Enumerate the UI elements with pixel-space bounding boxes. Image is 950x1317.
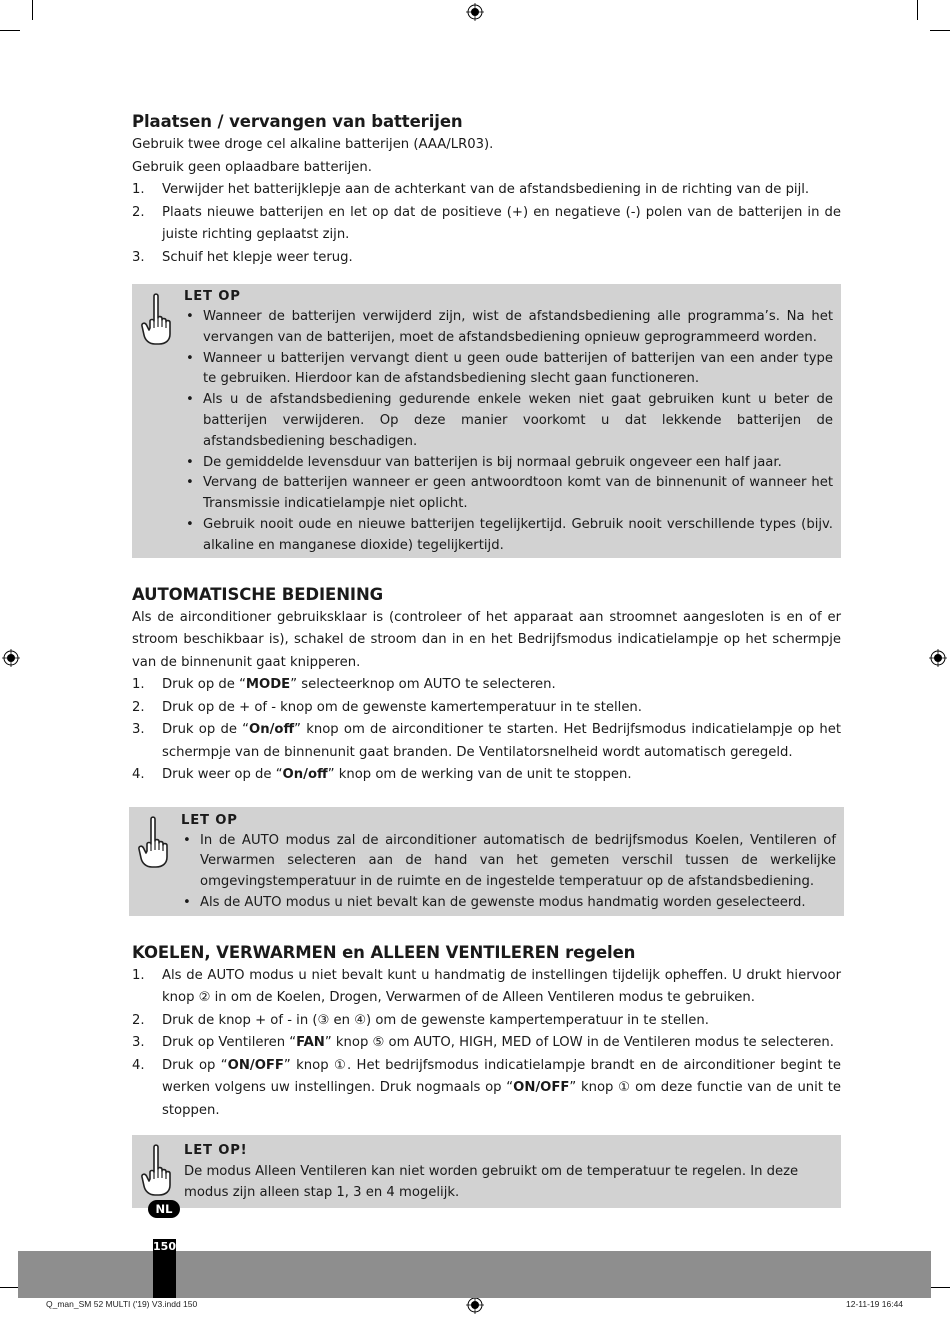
bullet-icon: • [186,475,194,491]
note-text: In de AUTO modus zal de airconditioner automatisch de bedrijfsmodus Koelen, Ventileren of Verwarmen selecteren aan de hand van het gemeten verschil tussen de werkelijke omgevingstemperatuur in de ruimte en de ingestelde temperatuur op de afstandsbediening. [200,832,836,890]
step-text: Verwijder het batterijklepje aan de achterkant van de afstandsbediening in de richting van de pijl. [162,182,810,197]
language-badge: NL [148,1200,180,1218]
step-number: 4. [132,1057,145,1073]
list-item [132,719,841,764]
button-label: MODE [245,677,291,693]
note-text: Als u de afstandsbediening gedurende enkele weken niet gaat gebruiken kunt u beter de batterijen verwijderen. Op deze manier voorkomt u dat lekkende batterijen de afstandsbediening beschadigen. [203,392,833,449]
note-text: Als de AUTO modus u niet bevalt kan de gewenste modus handmatig worden geselecteerd. [200,894,806,910]
step-text: Druk op de “ [162,677,246,693]
note-title: LET OP [181,812,238,828]
note-text: De gemiddelde levensduur van batterijen is bij normaal gebruik ongeveer een half jaar. [203,454,782,470]
step-list [132,179,841,269]
note-box [132,1135,841,1208]
registration-mark-icon [929,649,947,667]
note-text: Vervang de batterijen wanneer er geen antwoordtoon komt van de binnenunit of wanneer het Transmissie indicatielampje niet oplicht. [203,475,833,512]
list-item [132,965,841,1010]
note-list [181,831,836,914]
list-item [132,674,841,697]
pointing-hand-icon [139,1143,173,1197]
step-number: 3. [132,249,145,265]
registration-mark-icon [2,649,20,667]
button-label: On/off [249,722,295,738]
page-number: 150 [153,1240,176,1253]
step-number: 2. [132,1012,145,1028]
step-text: Druk op Ventileren “ [162,1035,297,1051]
note-text: Wanneer de batterijen verwijderd zijn, wist de afstandsbediening alle programma’s. Na het vervangen van de batterijen, moet de afstandsbediening opnieuw geprogrammeerd worden. [203,309,833,345]
step-text: ” knop ①. Het bedrijfsmodus indicatielampje brandt en de airconditioner begint te werken volgens uw instellingen. Druk nogmaals op “ [162,1057,841,1096]
crop-mark [32,0,33,20]
button-label: ON/OFF [227,1057,284,1073]
section-title: AUTOMATISCHE BEDIENING [132,584,384,604]
note-text: Wanneer u batterijen vervangt dient u geen oude batterijen of batterijen van een ander type te gebruiken. Hierdoor kan de afstandsbediening slecht gaan functioneren. [203,350,833,387]
section-auto-operation [132,585,841,916]
step-text: ” knop ⑤ om AUTO, HIGH, MED of LOW in de Ventileren modus te selecteren. [324,1035,834,1051]
note-box [132,284,841,558]
step-list [132,965,841,1123]
bullet-icon: • [183,832,191,848]
button-label: On/off [282,767,328,783]
bullet-icon: • [186,309,194,324]
step-number: 3. [132,1035,145,1051]
pointing-hand-icon [139,292,173,346]
step-number: 3. [132,722,145,738]
step-number: 1. [132,677,145,693]
list-item [181,831,836,893]
section-title: Plaatsen / vervangen van batterijen [132,112,463,131]
note-title: LET OP [184,289,241,304]
section-batteries [132,112,841,558]
step-number: 2. [132,204,145,220]
list-item [184,307,833,349]
note-list [184,307,833,557]
list-item [132,202,841,247]
bullet-icon: • [186,454,194,470]
list-item [132,1010,841,1033]
step-text: Druk de knop + of - in (③ en ④) om de gewenste kampertemperatuur in te stellen. [162,1012,709,1028]
bullet-icon: • [186,516,194,532]
list-item [132,764,841,787]
button-label: FAN [296,1035,325,1051]
note-text: De modus Alleen Ventileren kan niet worden gebruikt om de temperatuur te regelen. In deze modus zijn alleen stap 1, 3 en 4 mogelijk. [184,1164,799,1201]
list-item [181,893,836,914]
list-item [132,1032,841,1055]
step-text: Druk op “ [162,1057,228,1073]
step-text: ” knop om de werking van de unit te stoppen. [327,767,632,783]
list-item [184,390,833,452]
note-title: LET OP! [184,1143,248,1159]
registration-mark-icon [466,1296,484,1314]
list-item [132,247,841,270]
step-text: Druk op de “ [162,722,249,738]
page-content [132,112,841,1208]
list-item [184,349,833,391]
crop-mark [0,30,20,31]
paragraph: Gebruik twee droge cel alkaline batterijen (AAA/LR03). [132,137,494,152]
print-slug-date: 12-11-19 16:44 [846,1299,904,1309]
bullet-icon: • [186,392,194,408]
step-number: 1. [132,967,145,983]
step-list [132,674,841,787]
step-text: Druk op de + of - knop om de gewenste kamertemperatuur in te stellen. [162,699,642,715]
registration-mark-icon [466,3,484,21]
paragraph: Gebruik geen oplaadbare batterijen. [132,159,372,175]
crop-mark [930,1287,950,1288]
note-text: Gebruik nooit oude en nieuwe batterijen tegelijkertijd. Gebruik nooit verschillende types (bijv. alkaline en manganese dioxide) tegelijkertijd. [203,516,833,553]
list-item [132,179,841,202]
step-text: Druk weer op de “ [162,767,283,783]
bullet-icon: • [183,894,191,910]
crop-mark [930,30,950,31]
list-item [184,515,833,557]
step-text: ” knop ① om deze functie van de unit te stoppen. [162,1080,841,1118]
section-title: KOELEN, VERWARMEN en ALLEEN VENTILEREN regelen [132,942,636,962]
step-number: 4. [132,767,145,783]
step-text: ” selecteerknop om AUTO te selecteren. [290,677,556,693]
paragraph: Als de airconditioner gebruiksklaar is (controleer of het apparaat aan stroomnet aangesloten is en of er stroom beschikbaar is), schakel de stroom dan in en het Bedrijfsmodus indicatielampje op het schermpje van de binnenunit gaat knipperen. [132,609,841,670]
step-text: ” knop om de airconditioner te starten. Het Bedrijfsmodus indicatielampje op het schermpje van de binnenunit gaat branden. De Ventilatorsnelheid wordt automatisch geregeld. [162,722,841,760]
step-text: Schuif het klepje weer terug. [162,249,353,265]
print-slug-filename: Q_man_SM 52 MULTI ('19) V3.indd 150 [46,1299,198,1309]
step-number: 1. [132,182,145,197]
bullet-icon: • [186,350,194,366]
note-box [129,807,844,916]
pointing-hand-icon [136,815,170,869]
crop-mark [0,1287,20,1288]
crop-mark [917,0,918,20]
list-item [184,453,833,474]
section-cool-heat-fan [132,943,841,1209]
step-text: Als de AUTO modus u niet bevalt kunt u handmatig de instellingen tijdelijk opheffen. U drukt hiervoor knop ② in om de Koelen, Drogen, Verwarmen of de Alleen Ventileren modus te gebruiken. [162,967,841,1006]
list-item [132,697,841,720]
step-number: 2. [132,699,145,715]
list-item [132,1055,841,1123]
list-item [184,473,833,515]
step-text: Plaats nieuwe batterijen en let op dat de positieve (+) en negatieve (-) polen van de batterijen in de juiste richting geplaatst zijn. [162,204,841,242]
button-label: ON/OFF [513,1080,570,1096]
